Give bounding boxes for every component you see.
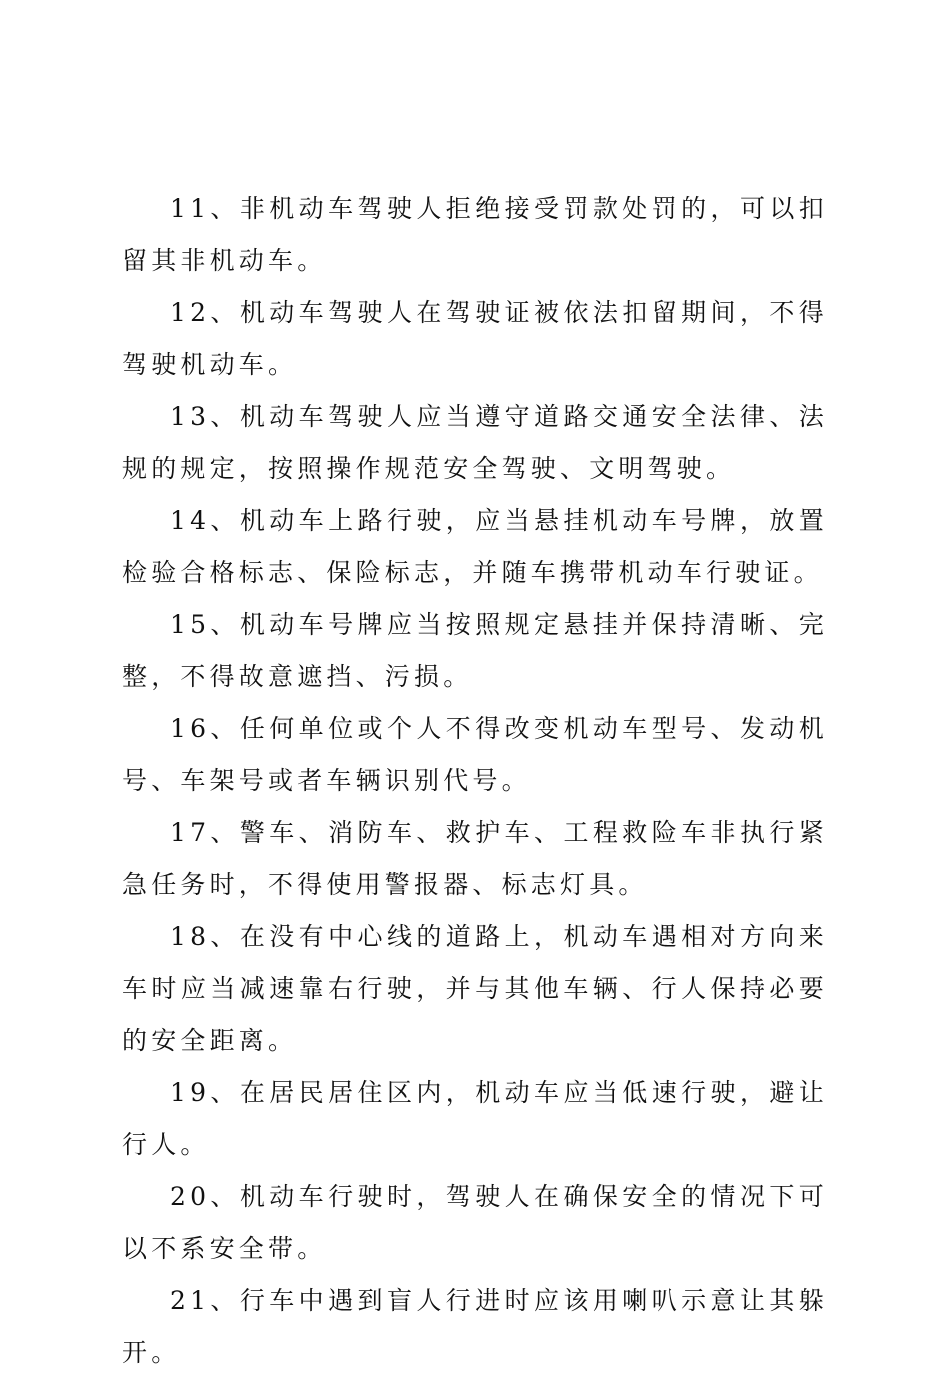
paragraph-item-16: 16、任何单位或个人不得改变机动车型号、发动机号、车架号或者车辆识别代号。	[122, 714, 828, 795]
paragraph-item-18: 18、在没有中心线的道路上，机动车遇相对方向来车时应当减速靠右行驶，并与其他车辆、行人保持必要的安全距离。	[122, 922, 828, 1055]
paragraph-item-20: 20、机动车行驶时，驾驶人在确保安全的情况下可以不系安全带。	[122, 1182, 828, 1263]
document-body	[122, 183, 828, 1379]
paragraph-item-15: 15、机动车号牌应当按照规定悬挂并保持清晰、完整，不得故意遮挡、污损。	[122, 610, 828, 691]
paragraph-item-17: 17、警车、消防车、救护车、工程救险车非执行紧急任务时，不得使用警报器、标志灯具。	[122, 818, 828, 899]
paragraph-item-13: 13、机动车驾驶人应当遵守道路交通安全法律、法规的规定，按照操作规范安全驾驶、文明驾驶。	[122, 402, 828, 483]
paragraph-item-11: 11、非机动车驾驶人拒绝接受罚款处罚的，可以扣留其非机动车。	[122, 194, 828, 275]
paragraph-item-21: 21、行车中遇到盲人行进时应该用喇叭示意让其躲开。	[122, 1286, 828, 1367]
paragraph-item-19: 19、在居民居住区内，机动车应当低速行驶，避让行人。	[122, 1078, 828, 1159]
paragraph-item-14: 14、机动车上路行驶，应当悬挂机动车号牌，放置检验合格标志、保险标志，并随车携带机动车行驶证。	[122, 506, 828, 587]
paragraph-item-12: 12、机动车驾驶人在驾驶证被依法扣留期间，不得驾驶机动车。	[122, 298, 828, 379]
